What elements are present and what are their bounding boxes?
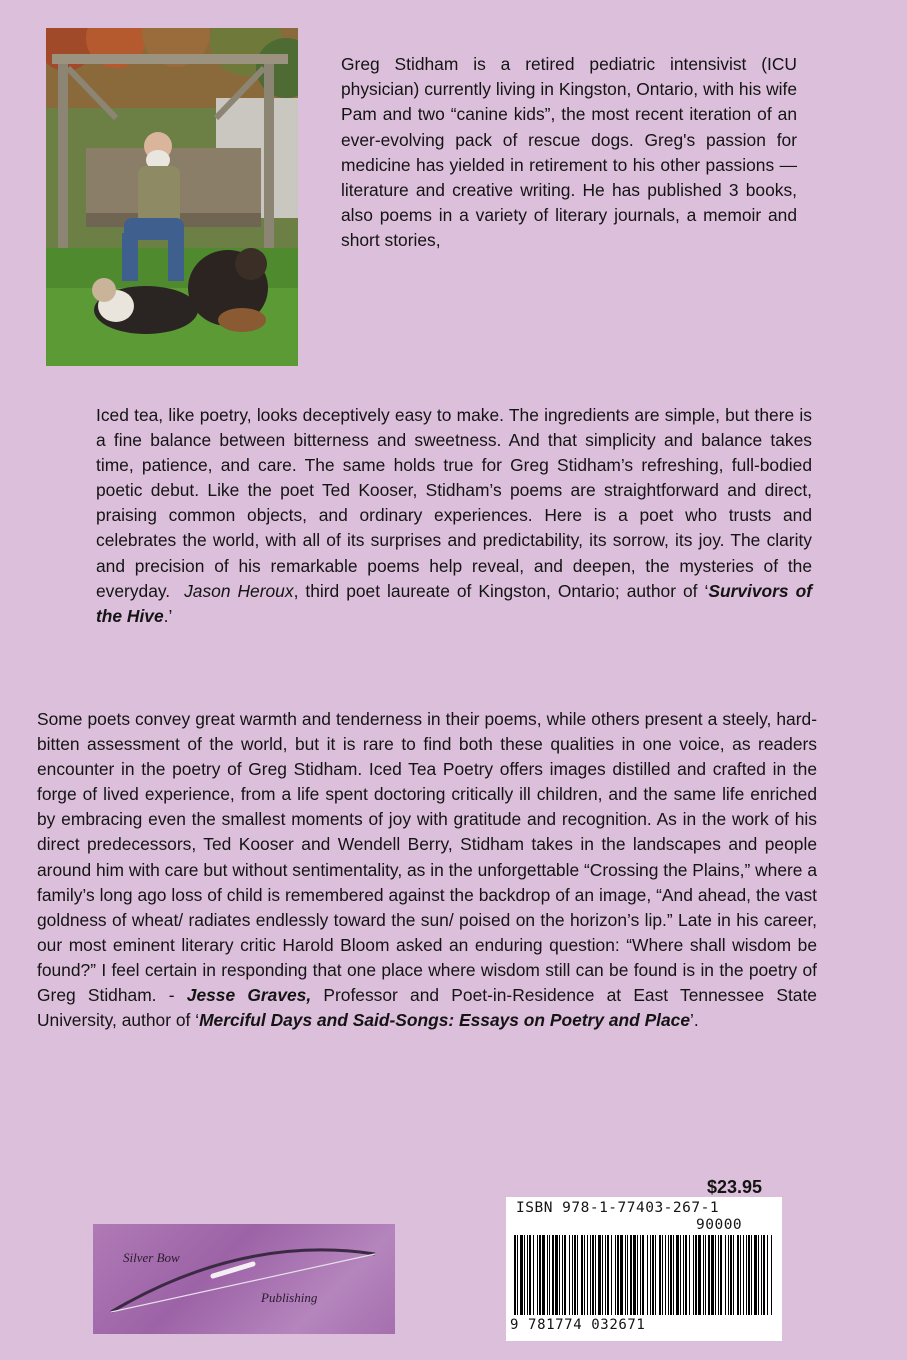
blurb-graves-text: Some poets convey great warmth and tenderness in their poems, while others present a steely, hard-bitten assessment of the world, but it is rare to find both these qualities in one voice, as readers encounter in the poetry of Greg Stidham. Iced Tea Poetry offers images distilled and crafted in the forge of lived experience, from a life spent doctoring critically ill children, and the same life enriched by embracing even the smallest moments of joy with gratitude and recognition. As in the work of his direct predecessors, Ted Kooser and Wendell Berry, Stidham takes in the landscapes and people around him with care but without sentimentality, as in the unforgettable “Crossing the Plains,” where a family’s long ago loss of child is remembered against the backdrop of an image, “And ahead, the vast goldness of wheat/ radiates endlessly toward the sun/ poised on the horizon’s lip.” Late in his career, our most eminent literary critic Harold Bloom asked an enduring question: “Where shall wisdom be found?” I feel certain in responding that one place where wisdom still can be found is in the poetry of Greg Stidham. - bbox=[37, 709, 817, 1006]
blurb-heroux-book: Survivors of the Hive bbox=[96, 580, 812, 626]
blurb-graves-author: Jesse Graves, bbox=[186, 985, 312, 1006]
author-bio bbox=[341, 52, 797, 254]
author-bio-text: Greg Stidham is a retired pediatric intensivist (ICU physician) currently living in Kingston, Ontario, with his wife Pam and two “canine kids”, the most recent iteration of an ever-evolving pack of rescue dogs. Greg's passion for medicine has yielded in retirement to his other passions — literature and creative writing. He has published 3 books, also poems in a variety of literary journals, a memoir and short stories, bbox=[341, 54, 797, 251]
logo-text-silver-bow: Silver Bow bbox=[123, 1250, 180, 1265]
ean-digits: 9 781774 032671 bbox=[510, 1317, 646, 1333]
blurb-heroux bbox=[96, 403, 812, 629]
blurb-graves-end: ’. bbox=[690, 1010, 699, 1031]
isbn-text: ISBN 978-1-77403-267-1 bbox=[516, 1200, 720, 1216]
author-photo bbox=[46, 28, 298, 366]
publisher-logo bbox=[93, 1224, 395, 1334]
blurb-heroux-author: Jason Heroux bbox=[184, 580, 294, 601]
blurb-heroux-end: .’ bbox=[163, 605, 173, 626]
addon-code: 90000 bbox=[696, 1217, 743, 1233]
bow-icon bbox=[93, 1224, 395, 1334]
blurb-heroux-author-desc: , third poet laureate of Kingston, Ontario; author of ‘ bbox=[293, 580, 709, 601]
barcode bbox=[506, 1197, 782, 1341]
blurb-graves-author-desc: Professor and Poet-in-Residence at East Tennessee State University, author of ‘ bbox=[37, 985, 817, 1031]
blurb-graves bbox=[37, 707, 817, 1033]
blurb-heroux-text: Iced tea, like poetry, looks deceptively easy to make. The ingredients are simple, but there is a fine balance between bitterness and sweetness. And that simplicity and balance takes time, patience, and care. The same holds true for Greg Stidham’s refreshing, full-bodied poetic debut. Like the poet Ted Kooser, Stidham’s poems are straightforward and direct, praising common objects, and ordinary experiences. Here is a poet who trusts and celebrates the world, with all of its surprises and predictability, its sorrow, its joy. The clarity and precision of his remarkable poems help reveal, and deepen, the mysteries of the everyday. bbox=[96, 405, 812, 601]
logo-text-publishing: Publishing bbox=[261, 1290, 318, 1305]
barcode-bars-icon bbox=[514, 1235, 774, 1319]
price-label: $23.95 bbox=[706, 1177, 762, 1197]
blurb-graves-book: Merciful Days and Said-Songs: Essays on Poetry and Place bbox=[199, 1010, 691, 1031]
